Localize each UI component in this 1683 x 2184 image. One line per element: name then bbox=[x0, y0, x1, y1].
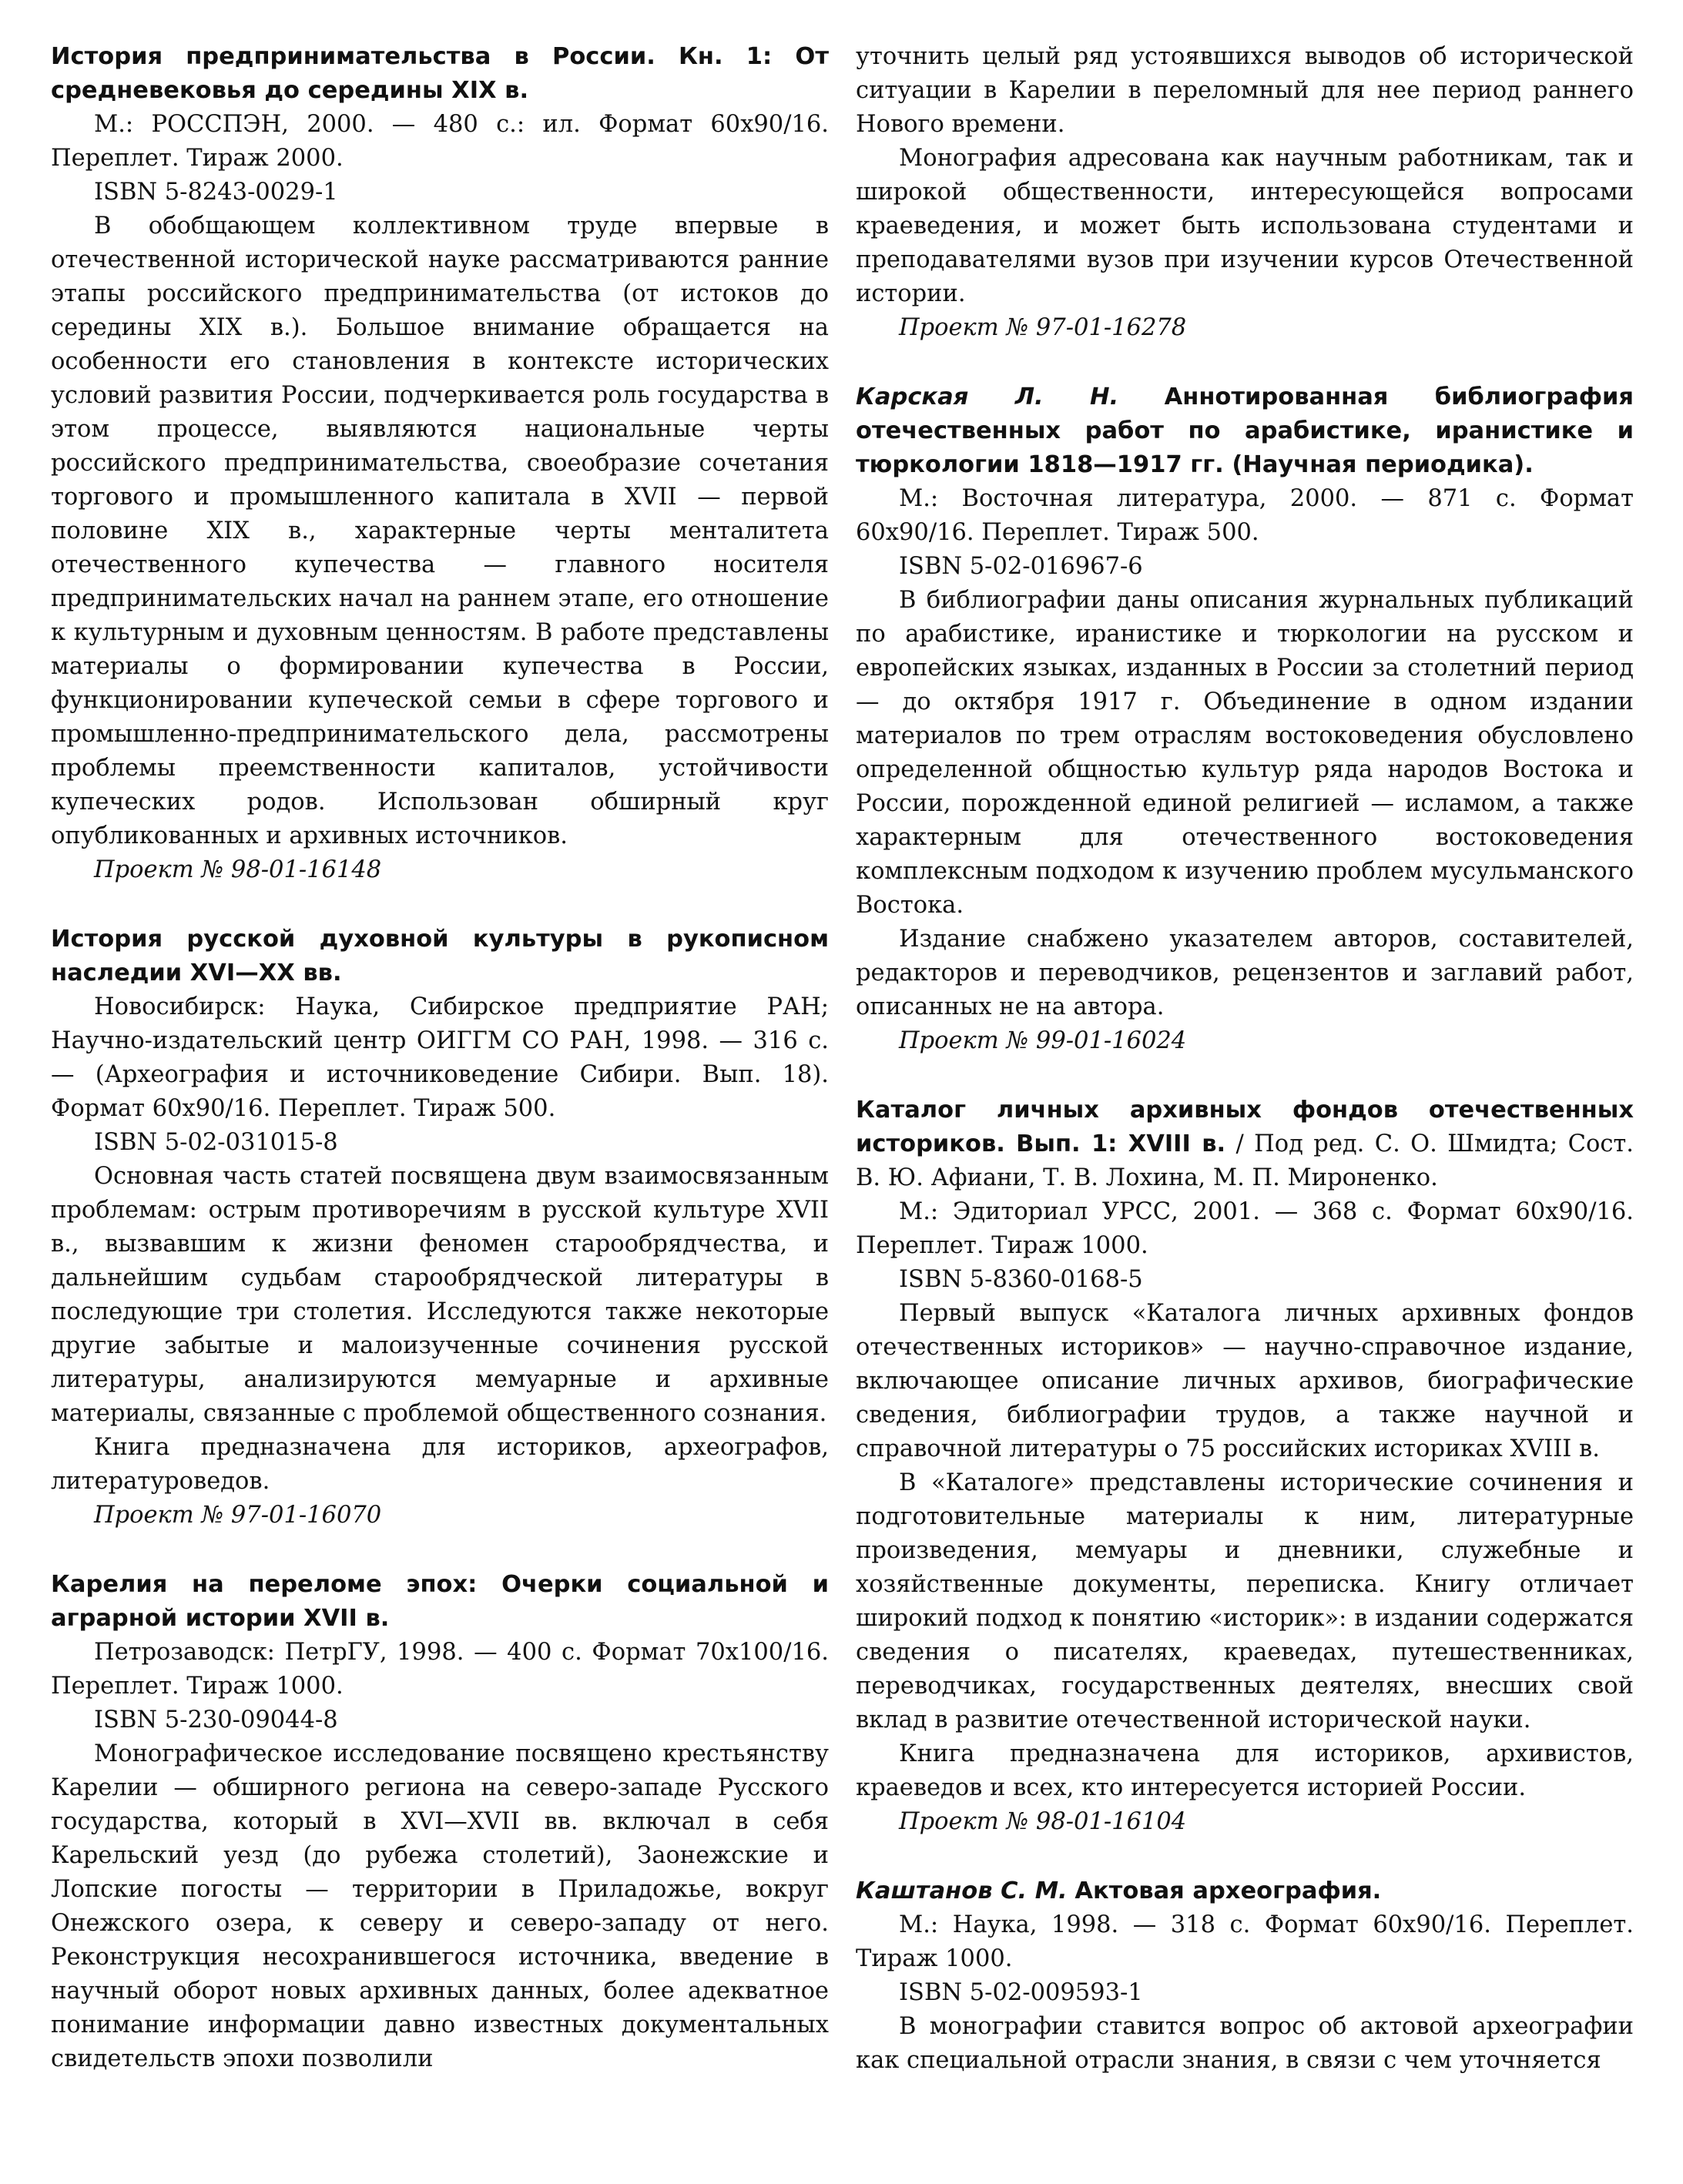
entry-kashtanov-archaeography bbox=[856, 1874, 1634, 2078]
entry-annotation: В монографии ставится вопрос об актовой археографии как специальной отрасли знания, в связи с чем уточняется bbox=[856, 2013, 1634, 2074]
entry-karelia bbox=[51, 1568, 829, 2076]
entry-imprint: Петрозаводск: ПетрГУ, 1998. — 400 с. Формат 70x100/16. Переплет. Тираж 1000. bbox=[51, 1639, 829, 1700]
left-column bbox=[51, 40, 829, 2112]
entry-project: Проект № 99-01-16024 bbox=[899, 1027, 1187, 1054]
entry-project: Проект № 97-01-16070 bbox=[94, 1502, 382, 1529]
entry-imprint: М.: РОССПЭН, 2000. — 480 с.: ил. Формат 60x90/16. Переплет. Тираж 2000. bbox=[51, 111, 829, 172]
entry-archive-catalog bbox=[856, 1094, 1634, 1839]
entry-isbn: ISBN 5-8243-0029-1 bbox=[94, 179, 338, 206]
entry-index-note: Издание снабжено указателем авторов, составителей, редакторов и переводчиков, рецензентов и заглавий работ, описанных не на автора. bbox=[856, 926, 1634, 1020]
entry-imprint: Новосибирск: Наука, Сибирское предприятие РАН; Научно-издательский центр ОИГГМ СО РАН, 1998. — 316 с. — (Археография и источниковедение Сибири. Вып. 18). Формат 60x90/16. Переплет. Тираж 500. bbox=[51, 993, 829, 1122]
entry-responsibility: / Под ред. С. О. Шмидта; Сост. В. Ю. Афиани, Т. В. Лохина, М. П. Мироненко. bbox=[856, 1131, 1634, 1191]
entry-isbn: ISBN 5-02-031015-8 bbox=[94, 1129, 338, 1156]
entry-russian-spiritual-culture bbox=[51, 923, 829, 1532]
entry-heading bbox=[51, 1568, 829, 1636]
entry-audience: Монография адресована как научным работникам, так и широкой общественности, интересующейся вопросами краеведения, и может быть использована студентами и преподавателями вузов при изучении курсов Отечественной истории. bbox=[856, 145, 1634, 307]
entry-author: Каштанов С. М. bbox=[856, 1878, 1068, 1904]
entry-project: Проект № 97-01-16278 bbox=[899, 314, 1187, 341]
entry-title: Аннотированная библиография отечественных работ по арабистике, иранистике и тюркологии 1818—1917 гг. (Научная периодика). bbox=[856, 384, 1634, 478]
entry-imprint: М.: Наука, 1998. — 318 с. Формат 60x90/16. Переплет. Тираж 1000. bbox=[856, 1911, 1634, 1972]
entry-annotation-continued: уточнить целый ряд устоявшихся выводов об исторической ситуации в Карелии в переломный для нее период раннего Нового времени. bbox=[856, 43, 1634, 138]
entry-annotation: В библиографии даны описания журнальных публикаций по арабистике, иранистике и тюркологии на русском и европейских языках, изданных в России за столетний период — до октября 1917 г. Объединение в одном издании материалов по трем отраслям востоковедения обусловлено определенной общностью культур ряда народов Востока и России, порожденной единой религией — исламом, а также характерным для отечественного востоковедения комплексным подходом к изучению проблем мусульманского Востока. bbox=[856, 587, 1634, 919]
entry-heading bbox=[856, 1874, 1634, 1908]
entry-contents: В «Каталоге» представлены исторические сочинения и подготовительные материалы к ним, литературные произведения, мемуары и дневники, служебные и хозяйственные документы, переписка. Книгу отличает широкий подход к понятию «историк»: в издании содержатся сведения о писателях, краеведах, путешественниках, переводчиках, государственных деятелях, внесших свой вклад в развитие отечественной исторической науки. bbox=[856, 1469, 1634, 1733]
entry-project: Проект № 98-01-16148 bbox=[94, 856, 382, 883]
entry-heading bbox=[51, 40, 829, 108]
entry-history-entrepreneurship bbox=[51, 40, 829, 887]
entry-isbn: ISBN 5-02-016967-6 bbox=[899, 553, 1143, 580]
entry-annotation: Основная часть статей посвящена двум взаимосвязанным проблемам: острым противоречиям в русской культуре XVII в., вызвавшим к жизни феномен старообрядчества, и дальнейшим судьбам старообрядческой литературы в последующие три столетия. Исследуются также некоторые другие забытые и малоизученные сочинения русской литературы, анализируются мемуарные и архивные материалы, связанные с проблемой общественного сознания. bbox=[51, 1163, 829, 1427]
right-column bbox=[856, 40, 1634, 2113]
entry-heading bbox=[856, 1094, 1634, 1195]
entry-karelia-continued bbox=[856, 40, 1634, 345]
entry-heading bbox=[51, 923, 829, 990]
entry-karskaya-bibliography bbox=[856, 380, 1634, 1058]
entry-title: Каталог личных архивных фондов отечественных историков. Вып. 1: XVIII в. bbox=[856, 1097, 1634, 1157]
entry-title: История предпринимательства в России. Кн. 1: От средневековья до середины XIX в. bbox=[51, 43, 829, 104]
entry-isbn: ISBN 5-02-009593-1 bbox=[899, 1979, 1143, 2006]
entry-isbn: ISBN 5-230-09044-8 bbox=[94, 1707, 338, 1733]
entry-imprint: М.: Эдиториал УРСС, 2001. — 368 с. Формат 60x90/16. Переплет. Тираж 1000. bbox=[856, 1198, 1634, 1259]
entry-heading bbox=[856, 380, 1634, 482]
entry-annotation: В обобщающем коллективном труде впервые в отечественной исторической науке рассматриваются ранние этапы российского предпринимательства (от истоков до середины XIX в.). Большое внимание обращается на особенности его становления в контексте исторических условий развития России, подчеркивается роль государства в этом процессе, выявляются национальные черты российского предпринимательства, своеобразие сочетания торгового и промышленного капитала в XVII — первой половине XIX в., характерные черты менталитета отечественного купечества — главного носителя предпринимательских начал на раннем этапе, его отношение к культурным и духовным ценностям. В работе представлены материалы о формировании купечества в России, функционировании купеческой семьи в сфере торгового и промышленно-предпринимательского дела, рассмотрены проблемы преемственности капиталов, устойчивости купеческих родов. Использован обширный круг опубликованных и архивных источников. bbox=[51, 213, 829, 849]
entry-annotation: Первый выпуск «Каталога личных архивных фондов отечественных историков» — научно-справочное издание, включающее описание личных архивов, биографические сведения, библиографии трудов, а также научной и справочной литературы о 75 российских историках XVIII в. bbox=[856, 1300, 1634, 1462]
entry-project: Проект № 98-01-16104 bbox=[899, 1808, 1187, 1835]
entry-isbn: ISBN 5-8360-0168-5 bbox=[899, 1266, 1143, 1293]
entry-title: История русской духовной культуры в рукописном наследии XVI—XX вв. bbox=[51, 926, 829, 986]
entry-annotation: Монографическое исследование посвящено крестьянству Карелии — обширного региона на северо-западе Русского государства, который в XVI—XVII вв. включал в себя Карельский уезд (до рубежа столетий), Заонежские и Лопские погосты — территории в Приладожье, вокруг Онежского озера, к северу и северо-западу от него. Реконструкция несохранившегося источника, введение в научный оборот новых архивных данных, более адекватное понимание информации давно известных документальных свидетельств эпохи позволили bbox=[51, 1740, 829, 2072]
entry-audience: Книга предназначена для историков, архивистов, краеведов и всех, кто интересуется историей России. bbox=[856, 1740, 1634, 1801]
entry-audience: Книга предназначена для историков, археографов, литературоведов. bbox=[51, 1434, 829, 1495]
entry-imprint: М.: Восточная литература, 2000. — 871 с. Формат 60x90/16. Переплет. Тираж 500. bbox=[856, 485, 1634, 546]
entry-author: Карская Л. Н. bbox=[856, 384, 1119, 410]
entry-title: Карелия на переломе эпох: Очерки социальной и аграрной истории XVII в. bbox=[51, 1571, 829, 1632]
entry-title: Актовая археография. bbox=[1075, 1878, 1382, 1904]
